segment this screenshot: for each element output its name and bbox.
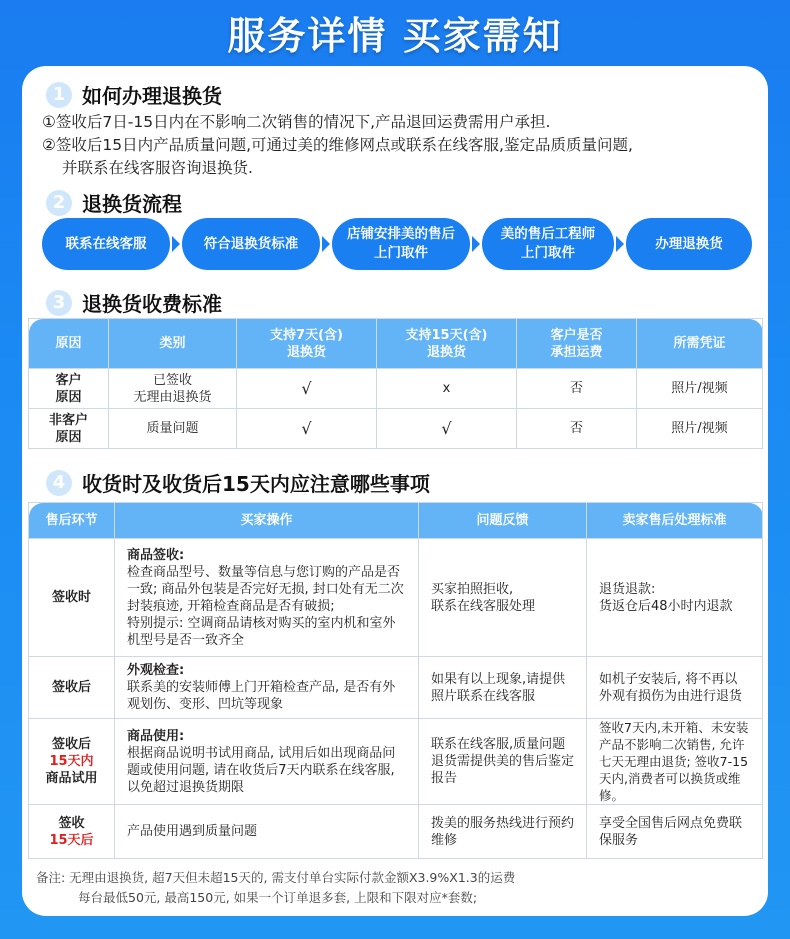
section3-number-badge: 3 <box>46 290 72 316</box>
section4-header <box>46 468 430 497</box>
fee-cell-7day: √ <box>237 369 377 409</box>
notes-cell-stage <box>29 539 115 657</box>
flow-step-4: 美的售后工程师 上门取件 <box>482 218 614 270</box>
notes-cell-feedback: 联系在线客服,质量问题退货需提供美的售后鉴定报告 <box>419 719 587 805</box>
notes-cell-stage <box>29 719 115 805</box>
page-title: 服务详情 买家需知 <box>227 14 563 58</box>
fee-cell-shipping: 否 <box>517 369 637 409</box>
flow-arrow-icon <box>616 236 624 252</box>
notes-cell-feedback: 如果有以上现象,请提供照片联系在线客服 <box>419 657 587 719</box>
fee-header-proof: 所需凭证 <box>637 319 763 369</box>
note-line-1: 备注: 无理由退换货, 超7天但未超15天的, 需支付单台实际付款金额X3.9%X1.3的运费 <box>36 870 516 885</box>
action-text: 根据商品说明书试用商品, 试用后如出现商品问题或使用问题, 请在收货后7天内联系在线客服, 以免超过退换货期限 <box>127 745 396 795</box>
flow-step-2: 符合退换货标准 <box>182 218 320 270</box>
flow-step-5: 办理退换货 <box>626 218 752 270</box>
table-row <box>29 369 763 409</box>
section1-header <box>46 80 222 109</box>
after-sale-notes-table <box>28 502 763 859</box>
note-line-2: 每台最低50元, 最高150元, 如果一个订单退多套, 上限和下限对应*套数; <box>78 890 478 905</box>
action-text: 检查商品型号、数量等信息与您订购的产品是否一致; 商品外包装是否完好无损, 封口处有无二次封装痕迹, 开箱检查商品是否有破损; 特别提示: 空调商品请核对购买的室内机和室外机型号是否一致齐全 <box>127 564 404 648</box>
fee-cell-7day: √ <box>237 409 377 449</box>
notes-cell-feedback: 拨美的服务热线进行预约维修 <box>419 805 587 859</box>
notes-cell-seller-standard: 如机子安装后, 将不再以外观有损伤为由进行退货 <box>587 657 763 719</box>
section1-number-badge: 1 <box>46 82 72 108</box>
action-text: 产品使用遇到质量问题 <box>127 824 258 839</box>
notes-cell-buyer-action <box>115 719 419 805</box>
flow-step-3: 店铺安排美的售后 上门取件 <box>332 218 470 270</box>
table-row <box>29 805 763 859</box>
return-process-flow <box>42 218 752 270</box>
fee-cell-category: 已签收 无理由退换货 <box>109 369 237 409</box>
section1-line-2: ②签收后15日内产品质量问题,可通过美的维修网点或联系在线客服,鉴定品质质量问题, <box>42 136 633 154</box>
action-title: 商品签收: <box>127 547 185 563</box>
table-row <box>29 719 763 805</box>
stage-label-suffix: 商品试用 <box>45 771 98 786</box>
fee-cell-15day: x <box>377 369 517 409</box>
section4-number-badge: 4 <box>46 470 72 496</box>
notes-cell-buyer-action <box>115 805 419 859</box>
notes-cell-seller-standard: 享受全国售后网点免费联保服务 <box>587 805 763 859</box>
table-row <box>29 657 763 719</box>
fee-standard-table <box>28 318 763 449</box>
stage-label: 签收后 <box>51 737 91 752</box>
action-title: 外观检查: <box>127 663 185 678</box>
section3-title: 退换货收费标准 <box>82 292 222 316</box>
section3-header <box>46 288 222 317</box>
flow-step-1: 联系在线客服 <box>42 218 170 270</box>
section1-line-1: ①签收后7日-15日内在不影响二次销售的情况下,产品退回运费需用户承担. <box>42 113 551 131</box>
action-title: 商品使用: <box>127 728 185 744</box>
fee-header-15day: 支持15天(含) 退换货 <box>377 319 517 369</box>
notes-cell-stage <box>29 805 115 859</box>
fee-header-category: 类别 <box>109 319 237 369</box>
fee-header-shipping: 客户是否 承担运费 <box>517 319 637 369</box>
stage-label: 签收 <box>58 815 85 831</box>
notes-cell-stage <box>29 657 115 719</box>
section2-title: 退换货流程 <box>82 192 182 216</box>
stage-label: 签收后 <box>51 680 91 695</box>
stage-label: 签收时 <box>51 590 91 605</box>
stage-highlight: 15天内 <box>49 754 94 769</box>
flow-arrow-icon <box>172 236 180 252</box>
fee-cell-shipping: 否 <box>517 409 637 449</box>
fee-cell-category: 质量问题 <box>109 409 237 449</box>
section1-line-3: 并联系在线客服咨询退换货. <box>62 159 253 177</box>
fee-cell-15day: √ <box>377 409 517 449</box>
notes-header-seller-standard: 卖家售后处理标准 <box>587 503 763 539</box>
flow-arrow-icon <box>322 236 330 252</box>
fee-header-reason: 原因 <box>29 319 109 369</box>
fee-cell-proof: 照片/视频 <box>637 369 763 409</box>
section1-title: 如何办理退换货 <box>82 84 222 108</box>
section2-header <box>46 188 182 217</box>
notes-cell-feedback: 买家拍照拒收, 联系在线客服处理 <box>419 539 587 657</box>
table-row <box>29 409 763 449</box>
notes-header-feedback: 问题反馈 <box>419 503 587 539</box>
action-text: 联系美的安装师傅上门开箱检查产品, 是否有外观划伤、变形、凹坑等现象 <box>127 680 396 712</box>
service-card <box>22 66 768 916</box>
notes-header-stage: 售后环节 <box>29 503 115 539</box>
table-row <box>29 539 763 657</box>
notes-cell-buyer-action <box>115 657 419 719</box>
notes-cell-seller-standard: 退货退款: 货返仓后48小时内退款 <box>587 539 763 657</box>
fee-cell-proof: 照片/视频 <box>637 409 763 449</box>
section2-number-badge: 2 <box>46 190 72 216</box>
notes-cell-seller-standard: 签收7天内,未开箱、未安装产品不影响二次销售, 允许七天无理由退货; 签收7-15天内,消费者可以换货或维修。 <box>587 719 763 805</box>
section4-title: 收货时及收货后15天内应注意哪些事项 <box>82 472 430 496</box>
stage-highlight: 15天后 <box>49 832 94 848</box>
notes-cell-buyer-action <box>115 539 419 657</box>
fee-cell-reason: 客户 原因 <box>29 369 109 409</box>
fee-header-7day: 支持7天(含) 退换货 <box>237 319 377 369</box>
fee-cell-reason: 非客户 原因 <box>29 409 109 449</box>
notes-header-buyer-action: 买家操作 <box>115 503 419 539</box>
flow-arrow-icon <box>472 236 480 252</box>
